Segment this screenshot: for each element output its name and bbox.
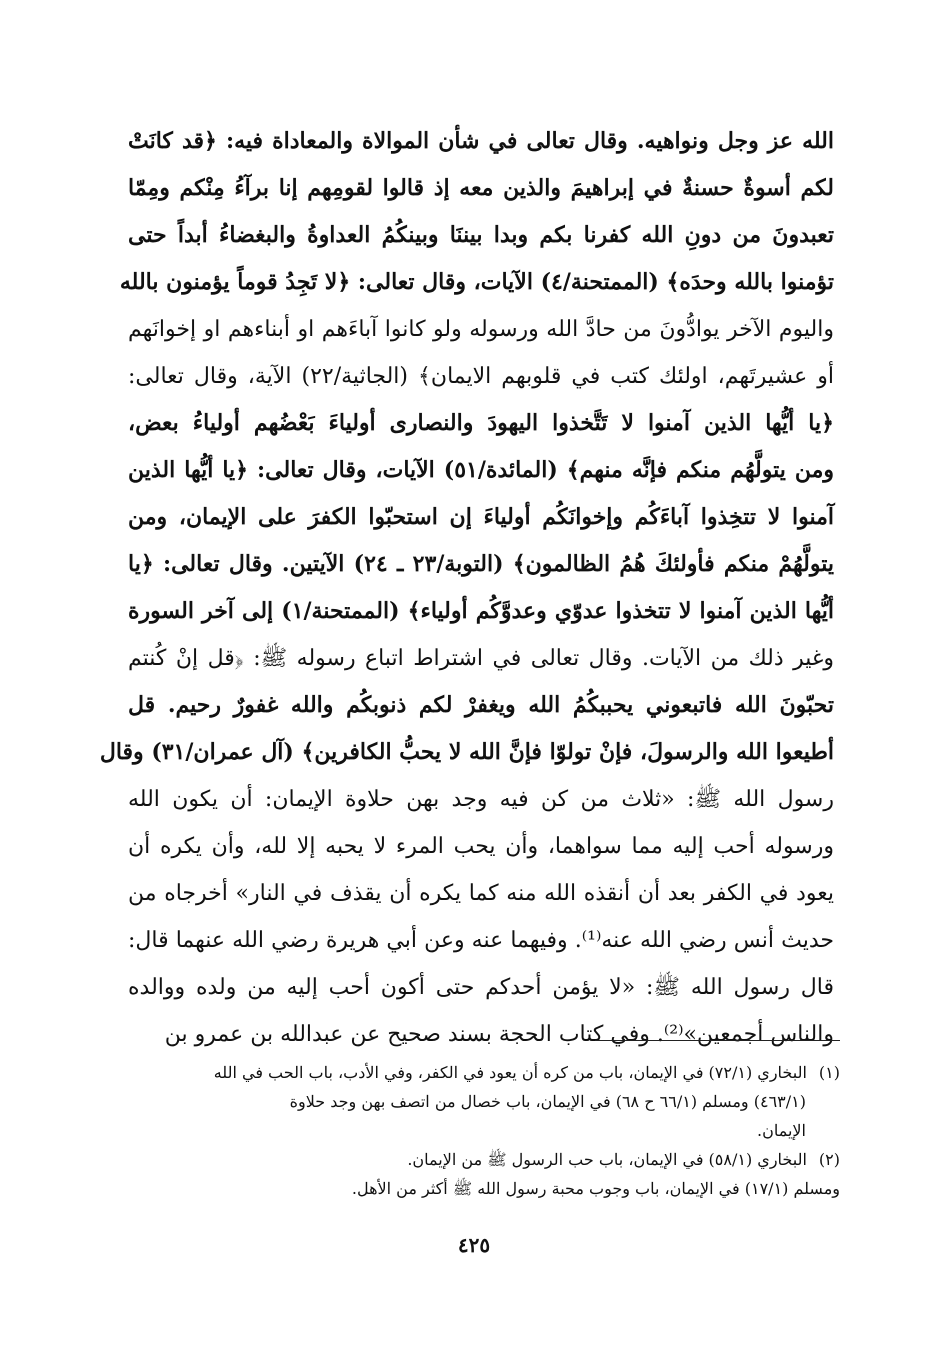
footnote-2 [132,1145,840,1203]
footnote-text: البخاري (٧٢/١) في الإيمان، باب من كره أن يعود في الكفر، وفي الأدب، باب الحب في الله [213,1063,807,1082]
text-line: أطيعوا الله والرسولَ، فإنْ تولوّا فإنَّ الله لا يحبُّ الكافرين﴾ (آل عمران/٣١) وقال [99,739,834,765]
footnote-text-continued: الإيمان. [757,1121,806,1140]
page-number: ٤٢٥ [457,1233,491,1257]
footnote-text-continued: ومسلم (١٧/١) في الإيمان، باب وجوب محبة رسول الله ﷺ أكثر من الأهل. [351,1179,840,1198]
text-line: ﴿يا أيُّها الذين آمنوا لا تَتَّخذوا اليهودَ والنصارى أولياءَ بَعْضُهم أولياءُ بعض، [128,410,834,436]
text-line: تؤمنوا بالله وحدَه﴾ (الممتحنة/٤) الآيات، وقال تعالى: ﴿لا تَجِدُ قوماً يؤمنون بالله [119,269,834,295]
text-line: واليوم الآخر يوادُّونَ من حادَّ الله ورسوله ولو كانوا آباءَهم او أبناءهم او إخوانَهم [128,317,834,342]
text-line: آمنوا لا تتخِذوا آباءَكُم وإخوانَكُم أولياءَ إن استحبّوا الكفرَ على الإيمان، ومن [128,504,834,530]
text-line: يعود في الكفر بعد أن أنقذه الله منه كما يكره أن يقذف في النار» أخرجاه من [128,881,834,906]
footnote-1 [132,1058,840,1145]
text-line: حديث أنس رضي الله عنه⁽¹⁾. وفيهما عنه وعن أبي هريرة رضي الله عنهما قال: [128,928,834,953]
text-line: والناس أجمعين»⁽²⁾. وفي كتاب الحجة بسند صحيح عن عبدالله بن عمرو بن [164,1022,834,1047]
text-line: ورسوله أحب إليه مما سواهما، وأن يحب المرء لا يحبه إلا لله، وأن يكره أن [128,834,834,859]
text-line: الله عز وجل ونواهيه. وقال تعالى في شأن الموالاة والمعاداة فيه: ﴿قد كانَتْ [128,128,834,154]
text-line: وغير ذلك من الآيات. وقال تعالى في اشتراط اتباع رسوله ﷺ: ﴿قل إنْ كُنتم [128,646,834,671]
footnote-number: (٢) [818,1150,840,1169]
footnote-divider [595,1040,840,1041]
text-line: تعبدونَ من دونِ الله كفرنا بكم وبدا بيننَا وبينكُمُ العداوةُ والبغضاءُ أبداً حتى [128,222,834,248]
footnote-text: البخاري (٥٨/١) في الإيمان، باب حب الرسول ﷺ من الإيمان. [407,1150,807,1169]
text-line: أو عشيرتَهم، اولئك كتب في قلوبهم الايمان﴾ (الجاثية/٢٢) الآية، وقال تعالى: [128,364,834,389]
text-line: أيُّها الذين آمنوا لا تتخذوا عدوّي وعدوَّكُم أولياء﴾ (الممتحنة/١) إلى آخر السورة [128,598,834,624]
text-line: لكم أسوةٌ حسنةٌ في إبراهيمَ والذين معه إذ قالوا لقومِهم إنا برآءُ مِنْكم ومِمّا [128,175,834,201]
main-text [99,118,834,1058]
footnotes [132,1058,840,1203]
text-line: قال رسول الله ﷺ: «لا يؤمن أحدكم حتى أكون أحب إليه من ولده ووالده [128,975,834,1000]
footnote-number: (١) [818,1063,840,1082]
text-line: ومن يتولَّهُم منكم فإنَّه منهم﴾ (المائدة/٥١) الآيات، وقال تعالى: ﴿يا أيُّها الذين [128,457,834,483]
footnote-text-continued: (٤٦٣/١) ومسلم (٦٦/١ ح ٦٨) في الإيمان، باب خصال من اتصف بهن وجد حلاوة [289,1092,806,1111]
text-line: تحبّونَ الله فاتبعوني يحببكُمُ الله ويغفرْ لكم ذنوبكُم والله غفورٌ رحيم. قل [128,692,834,718]
text-line: يتولَّهُمْ منكم فأولئكَ هُمُ الظالمون﴾ (التوبة/٢٣ ـ ٢٤) الآيتين. وقال تعالى: ﴿يا [128,551,834,577]
text-line: رسول الله ﷺ: «ثلاث من كن فيه وجد بهن حلاوة الإيمان: أن يكون الله [128,787,834,812]
